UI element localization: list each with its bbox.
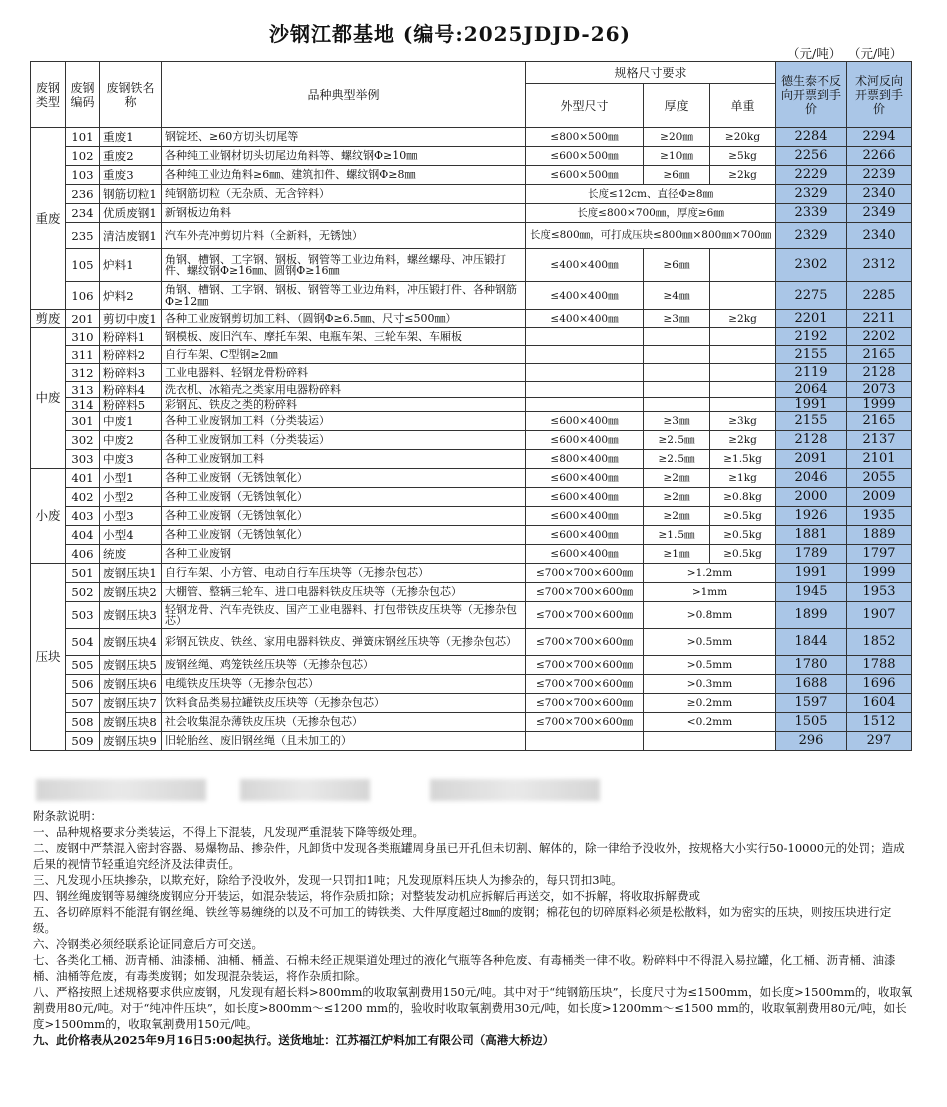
page-title: 沙钢江都基地 (编号:2025JDJD-26) (268, 22, 632, 46)
price1-cell: 1899 (776, 602, 847, 629)
name-cell: 粉碎料1 (100, 328, 162, 346)
price2-cell: 1935 (847, 507, 912, 526)
table-row (31, 450, 912, 469)
example-cell: 纯钢筋切粒（无杂质、无含锌料） (162, 185, 526, 204)
name-cell: 废钢压块5 (100, 656, 162, 675)
category-cell: 小废 (31, 469, 66, 564)
price2-cell: 1889 (847, 526, 912, 545)
weight-cell (710, 382, 776, 398)
example-cell: 工业电器料、轻钢龙骨粉碎料 (162, 364, 526, 382)
outer-size-cell: ≤600×400㎜ (526, 431, 644, 450)
category-cell: 剪废 (31, 310, 66, 328)
price1-cell: 1881 (776, 526, 847, 545)
weight-cell: ≥5kg (710, 147, 776, 166)
example-cell: 洗衣机、冰箱壳之类家用电器粉碎料 (162, 382, 526, 398)
example-cell: 各种工业废钢加工料（分类装运） (162, 431, 526, 450)
table-row (31, 732, 912, 751)
price1-cell: 1991 (776, 564, 847, 583)
thickness-cell (644, 346, 710, 364)
thickness-cell: >1.2mm (644, 564, 776, 583)
name-cell: 废钢压块3 (100, 602, 162, 629)
price1-cell: 2256 (776, 147, 847, 166)
price1-cell: 1789 (776, 545, 847, 564)
blurred-text (430, 779, 600, 801)
code-cell: 312 (66, 364, 100, 382)
price2-cell: 2266 (847, 147, 912, 166)
header-type: 废钢类型 (31, 62, 66, 128)
code-cell: 502 (66, 583, 100, 602)
table-row (31, 147, 912, 166)
thickness-cell: ≥2㎜ (644, 488, 710, 507)
code-cell: 201 (66, 310, 100, 328)
table-row (31, 185, 912, 204)
name-cell: 重废1 (100, 128, 162, 147)
note-item: 三、凡发现小压块掺杂，以欺充好，除给予没收外，发现一只罚扣1吨；凡发现原料压块人为掺杂的，每只罚扣3吨。 (33, 873, 623, 887)
price1-cell: 1926 (776, 507, 847, 526)
price2-cell: 1512 (847, 713, 912, 732)
header-spec-group: 规格尺寸要求 (526, 62, 776, 84)
code-cell: 401 (66, 469, 100, 488)
price2-cell: 2285 (847, 282, 912, 310)
category-cell: 中废 (31, 328, 66, 469)
outer-size-cell (526, 328, 644, 346)
weight-cell: ≥0.5kg (710, 545, 776, 564)
outer-size-cell: ≤400×400㎜ (526, 282, 644, 310)
note-item: 四、钢丝绳废钢等易缠绕废钢应分开装运，如混杂装运，将作杂质扣除；对整装发动机应拆解后再送交，如不拆解，将收取拆解费或 (33, 889, 700, 903)
thickness-cell: ≥2.5㎜ (644, 450, 710, 469)
name-cell: 废钢压块8 (100, 713, 162, 732)
weight-cell (710, 249, 776, 282)
price1-cell: 1688 (776, 675, 847, 694)
name-cell: 粉碎料3 (100, 364, 162, 382)
name-cell: 统废 (100, 545, 162, 564)
name-cell: 钢筋切粒1 (100, 185, 162, 204)
category-cell: 重废 (31, 128, 66, 310)
name-cell: 废钢压块1 (100, 564, 162, 583)
price2-cell: 1696 (847, 675, 912, 694)
price2-cell: 2340 (847, 185, 912, 204)
example-cell: 各种工业废钢 (162, 545, 526, 564)
weight-cell: ≥2kg (710, 166, 776, 185)
price1-cell: 2155 (776, 412, 847, 431)
thickness-cell: ≥2㎜ (644, 507, 710, 526)
table-row (31, 364, 912, 382)
table-row (31, 431, 912, 450)
name-cell: 清洁废钢1 (100, 223, 162, 249)
unit-label: （元/吨） (787, 46, 842, 61)
category-cell: 压块 (31, 564, 66, 751)
outer-size-cell: ≤600×400㎜ (526, 488, 644, 507)
name-cell: 剪切中废1 (100, 310, 162, 328)
thickness-cell (644, 398, 710, 412)
example-cell: 角钢、槽钢、工字钢、钢板、钢管等工业边角料，螺丝螺母、冲压锻打件、螺纹钢Φ≥16㎜、圆钢Φ≥16㎜ (162, 249, 526, 282)
code-cell: 507 (66, 694, 100, 713)
weight-cell: ≥2kg (710, 431, 776, 450)
name-cell: 粉碎料2 (100, 346, 162, 364)
price1-cell: 1945 (776, 583, 847, 602)
example-cell: 彩钢瓦、铁皮之类的粉碎料 (162, 398, 526, 412)
outer-size-cell (526, 382, 644, 398)
price1-cell: 1844 (776, 629, 847, 656)
thickness-cell: ≥10㎜ (644, 147, 710, 166)
price2-cell: 1788 (847, 656, 912, 675)
outer-size-cell: ≤600×500㎜ (526, 147, 644, 166)
outer-size-cell: ≤700×700×600㎜ (526, 629, 644, 656)
table-row (31, 694, 912, 713)
outer-size-cell (526, 346, 644, 364)
example-cell: 旧轮胎丝、废旧钢丝绳（且未加工的） (162, 732, 526, 751)
code-cell: 501 (66, 564, 100, 583)
price2-cell: 2165 (847, 412, 912, 431)
thickness-cell: ≥3㎜ (644, 412, 710, 431)
thickness-cell: <0.2mm (644, 713, 776, 732)
table-row (31, 656, 912, 675)
header-thickness: 厚度 (644, 84, 710, 128)
table-row (31, 310, 912, 328)
notes-heading: 附条款说明： (33, 809, 102, 823)
table-row (31, 713, 912, 732)
name-cell: 重废3 (100, 166, 162, 185)
code-cell: 509 (66, 732, 100, 751)
thickness-cell: ≥1㎜ (644, 545, 710, 564)
price2-cell: 1953 (847, 583, 912, 602)
price1-cell: 1505 (776, 713, 847, 732)
weight-cell (710, 398, 776, 412)
price2-cell: 297 (847, 732, 912, 751)
example-cell: 大棚管、整辆三轮车、进口电器料铁皮压块等（无掺杂包芯） (162, 583, 526, 602)
price1-cell: 2000 (776, 488, 847, 507)
outer-size-cell: ≤600×400㎜ (526, 526, 644, 545)
blurred-text (36, 779, 206, 801)
header-code: 废钢编码 (66, 62, 100, 128)
code-cell: 314 (66, 398, 100, 412)
thickness-cell: >0.5mm (644, 656, 776, 675)
table-row (31, 507, 912, 526)
table-row (31, 469, 912, 488)
code-cell: 406 (66, 545, 100, 564)
name-cell: 小型1 (100, 469, 162, 488)
thickness-cell: ≥4㎜ (644, 282, 710, 310)
code-cell: 310 (66, 328, 100, 346)
weight-cell (710, 346, 776, 364)
code-cell: 404 (66, 526, 100, 545)
price2-cell: 1999 (847, 564, 912, 583)
thickness-cell (644, 364, 710, 382)
note-item: 一、品种规格要求分类装运，不得上下混装，凡发现严重混装下降等级处理。 (33, 825, 424, 839)
thickness-cell (644, 382, 710, 398)
weight-cell: ≥1.5kg (710, 450, 776, 469)
name-cell: 废钢压块6 (100, 675, 162, 694)
weight-cell: ≥0.5kg (710, 507, 776, 526)
outer-size-cell: ≤700×700×600㎜ (526, 602, 644, 629)
blurred-text (240, 779, 370, 801)
example-cell: 彩钢瓦铁皮、铁丝、家用电器料铁皮、弹簧床钢丝压块等（无掺杂包芯） (162, 629, 526, 656)
name-cell: 废钢压块4 (100, 629, 162, 656)
price1-cell: 2275 (776, 282, 847, 310)
thickness-cell: >0.3mm (644, 675, 776, 694)
price2-cell: 2294 (847, 128, 912, 147)
table-row (31, 204, 912, 223)
example-cell: 社会收集混杂薄铁皮压块（无掺杂包芯） (162, 713, 526, 732)
weight-cell: ≥2kg (710, 310, 776, 328)
price2-cell: 2340 (847, 223, 912, 249)
weight-cell: ≥0.5kg (710, 526, 776, 545)
code-cell: 235 (66, 223, 100, 249)
outer-size-cell: ≤600×400㎜ (526, 412, 644, 431)
name-cell: 中废2 (100, 431, 162, 450)
thickness-cell: ≥6㎜ (644, 249, 710, 282)
thickness-cell (644, 732, 776, 751)
header-example: 品种典型举例 (162, 62, 526, 128)
price1-cell: 1991 (776, 398, 847, 412)
thickness-cell: ≥6㎜ (644, 166, 710, 185)
example-cell: 各种工业废钢（无锈蚀氧化） (162, 488, 526, 507)
table-row (31, 166, 912, 185)
price1-cell: 1780 (776, 656, 847, 675)
code-cell: 105 (66, 249, 100, 282)
header-outer: 外型尺寸 (526, 84, 644, 128)
outer-size-cell: ≤600×500㎜ (526, 166, 644, 185)
table-row (31, 564, 912, 583)
name-cell: 炉料1 (100, 249, 162, 282)
example-cell: 自行车架、小方管、电动自行车压块等（无掺杂包芯） (162, 564, 526, 583)
price2-cell: 2239 (847, 166, 912, 185)
outer-size-cell: ≤600×400㎜ (526, 507, 644, 526)
thickness-cell: ≥0.2mm (644, 694, 776, 713)
name-cell: 小型4 (100, 526, 162, 545)
code-cell: 506 (66, 675, 100, 694)
example-cell: 各种工业废钢（无锈蚀氧化） (162, 507, 526, 526)
name-cell: 中废3 (100, 450, 162, 469)
table-row (31, 282, 912, 310)
header-name: 废钢铁名称 (100, 62, 162, 128)
name-cell: 粉碎料5 (100, 398, 162, 412)
price1-cell: 2302 (776, 249, 847, 282)
price1-cell: 2339 (776, 204, 847, 223)
table-row (31, 526, 912, 545)
price1-cell: 2091 (776, 450, 847, 469)
table-row (31, 488, 912, 507)
weight-cell: ≥3kg (710, 412, 776, 431)
example-cell: 各种工业废钢（无锈蚀氧化） (162, 526, 526, 545)
table-row (31, 629, 912, 656)
table-row (31, 382, 912, 398)
code-cell: 503 (66, 602, 100, 629)
code-cell: 302 (66, 431, 100, 450)
thickness-cell: ≥1.5㎜ (644, 526, 710, 545)
unit-label: （元/吨） (848, 46, 903, 61)
name-cell: 优质废钢1 (100, 204, 162, 223)
code-cell: 311 (66, 346, 100, 364)
price1-cell: 2119 (776, 364, 847, 382)
outer-size-cell (526, 398, 644, 412)
price1-cell: 2229 (776, 166, 847, 185)
price1-cell: 296 (776, 732, 847, 751)
table-row (31, 583, 912, 602)
table-row (31, 675, 912, 694)
example-cell: 电缆铁皮压块等（无掺杂包芯） (162, 675, 526, 694)
note-item: 二、废钢中严禁混入密封容器、易爆物品、掺杂件，凡卸货中发现各类瓶罐周身虽已开孔但未切割、解体的，除一律给予没收外，按规格大小实行50-10000元的处罚；造成后果的视情节轻重追究经济及法律责任。 (33, 841, 905, 871)
price2-cell: 1797 (847, 545, 912, 564)
outer-size-cell: ≤700×700×600㎜ (526, 656, 644, 675)
price1-cell: 2046 (776, 469, 847, 488)
example-cell: 各种纯工业钢材切头切尾边角料等、螺纹钢Φ≥10㎜ (162, 147, 526, 166)
outer-size-cell (526, 732, 644, 751)
example-cell: 钢锭坯、≥60方切头切尾等 (162, 128, 526, 147)
table-row (31, 398, 912, 412)
weight-cell: ≥1kg (710, 469, 776, 488)
price1-cell: 2128 (776, 431, 847, 450)
thickness-cell: ≥3㎜ (644, 310, 710, 328)
table-row (31, 412, 912, 431)
note-item: 五、各切碎原料不能混有钢丝绳、铁丝等易缠绕的以及不可加工的铸铁类、大件厚度超过8㎜的废钢；棉花包的切碎原料必须是松散料，如为密实的压块，则按压块进行定级。 (33, 905, 892, 935)
price1-cell: 2284 (776, 128, 847, 147)
example-cell: 各种纯工业边角料≥6㎜、建筑扣件、螺纹钢Φ≥8㎜ (162, 166, 526, 185)
example-cell: 轻钢龙骨、汽车壳铁皮、国产工业电器料、打包带铁皮压块等（无掺杂包芯） (162, 602, 526, 629)
price2-cell: 2165 (847, 346, 912, 364)
table-row (31, 328, 912, 346)
table-row (31, 249, 912, 282)
outer-size-cell: ≤800×500㎜ (526, 128, 644, 147)
outer-size-cell: ≤600×400㎜ (526, 469, 644, 488)
code-cell: 403 (66, 507, 100, 526)
header-price2: 术河反向开票到手价 (847, 62, 912, 128)
outer-size-cell: ≤400×400㎜ (526, 249, 644, 282)
price-table (30, 61, 912, 751)
outer-size-cell: ≤700×700×600㎜ (526, 564, 644, 583)
spec-cell: 长度≤800㎜，可打成压块≤800㎜×800㎜×700㎜ (526, 223, 776, 249)
price2-cell: 2202 (847, 328, 912, 346)
code-cell: 504 (66, 629, 100, 656)
outer-size-cell: ≤700×700×600㎜ (526, 583, 644, 602)
table-row (31, 545, 912, 564)
price1-cell: 2192 (776, 328, 847, 346)
example-cell: 废钢丝绳、鸡笼铁丝压块等（无掺杂包芯） (162, 656, 526, 675)
price1-cell: 2329 (776, 185, 847, 204)
note-item: 八、严格按照上述规格要求供应废钢，凡发现有超长料>800mm的收取氧割费用150元/吨。其中对于“纯钢筋压块”，长度尺寸为≤1500mm，如长度>1500mm的，收取氧割费用80元/吨。对于“纯冲件压块”，如长度>800mm～≤1200 mm的，验收时收取氧割费用30元/吨，如长度>1200mm～≤1500 mm的，收取氧割费用80元/吨，如长度>1500mm的，收取氧割费用150元/吨。 (33, 985, 913, 1031)
code-cell: 505 (66, 656, 100, 675)
outer-size-cell (526, 364, 644, 382)
code-cell: 313 (66, 382, 100, 398)
outer-size-cell: ≤700×700×600㎜ (526, 675, 644, 694)
name-cell: 重废2 (100, 147, 162, 166)
name-cell: 废钢压块7 (100, 694, 162, 713)
price2-cell: 2073 (847, 382, 912, 398)
example-cell: 钢模板、废旧汽车、摩托车架、电瓶车架、三轮车架、车厢板 (162, 328, 526, 346)
code-cell: 103 (66, 166, 100, 185)
outer-size-cell: ≤700×700×600㎜ (526, 713, 644, 732)
thickness-cell (644, 328, 710, 346)
price2-cell: 1852 (847, 629, 912, 656)
example-cell: 各种工业废钢（无锈蚀氧化） (162, 469, 526, 488)
thickness-cell: >0.8mm (644, 602, 776, 629)
outer-size-cell: ≤600×400㎜ (526, 545, 644, 564)
name-cell: 废钢压块9 (100, 732, 162, 751)
weight-cell: ≥20kg (710, 128, 776, 147)
price2-cell: 2055 (847, 469, 912, 488)
name-cell: 小型2 (100, 488, 162, 507)
price1-cell: 2064 (776, 382, 847, 398)
price2-cell: 2137 (847, 431, 912, 450)
header-weight: 单重 (710, 84, 776, 128)
note-item: 七、各类化工桶、沥青桶、油漆桶、油桶、桶盖、石棉未经正规渠道处理过的液化气瓶等各种危废、有毒桶类一律不收。粉碎料中不得混入易拉罐，化工桶、沥青桶、油漆桶、油桶等危废，有毒类废钢；如发现混杂装运，将作杂质扣除。 (33, 953, 896, 983)
example-cell: 各种工业废钢剪切加工料、（圆钢Φ≥6.5㎜、尺寸≤500㎜） (162, 310, 526, 328)
outer-size-cell: ≤400×400㎜ (526, 310, 644, 328)
thickness-cell: >0.5mm (644, 629, 776, 656)
code-cell: 508 (66, 713, 100, 732)
example-cell: 自行车架、C型钢≥2㎜ (162, 346, 526, 364)
example-cell: 饮料食品类易拉罐铁皮压块等（无掺杂包芯） (162, 694, 526, 713)
header-price1: 德生泰不反向开票到手价 (776, 62, 847, 128)
code-cell: 234 (66, 204, 100, 223)
thickness-cell: ≥20㎜ (644, 128, 710, 147)
code-cell: 106 (66, 282, 100, 310)
name-cell: 粉碎料4 (100, 382, 162, 398)
weight-cell: ≥0.8kg (710, 488, 776, 507)
table-row (31, 223, 912, 249)
table-row (31, 346, 912, 364)
table-row (31, 602, 912, 629)
notes-section (33, 808, 913, 1048)
thickness-cell: >1mm (644, 583, 776, 602)
code-cell: 303 (66, 450, 100, 469)
price2-cell: 2101 (847, 450, 912, 469)
name-cell: 中废1 (100, 412, 162, 431)
price2-cell: 2009 (847, 488, 912, 507)
weight-cell (710, 328, 776, 346)
code-cell: 102 (66, 147, 100, 166)
price2-cell: 1604 (847, 694, 912, 713)
price1-cell: 2201 (776, 310, 847, 328)
name-cell: 小型3 (100, 507, 162, 526)
outer-size-cell: ≤800×400㎜ (526, 450, 644, 469)
weight-cell (710, 282, 776, 310)
price1-cell: 1597 (776, 694, 847, 713)
thickness-cell: ≥2㎜ (644, 469, 710, 488)
name-cell: 废钢压块2 (100, 583, 162, 602)
table-row (31, 128, 912, 147)
price1-cell: 2155 (776, 346, 847, 364)
name-cell: 炉料2 (100, 282, 162, 310)
price2-cell: 2312 (847, 249, 912, 282)
outer-size-cell: ≤700×700×600㎜ (526, 694, 644, 713)
price2-cell: 2211 (847, 310, 912, 328)
spec-cell: 长度≤800×700㎜，厚度≥6㎜ (526, 204, 776, 223)
price2-cell: 1907 (847, 602, 912, 629)
spec-cell: 长度≤12cm、直径Φ≥8㎜ (526, 185, 776, 204)
note-item: 九、此价格表从2025年9月16日5:00起执行。送货地址：江苏福江炉料加工有限公司（高港大桥边） (33, 1033, 555, 1047)
code-cell: 301 (66, 412, 100, 431)
example-cell: 新钢板边角料 (162, 204, 526, 223)
code-cell: 236 (66, 185, 100, 204)
price2-cell: 2128 (847, 364, 912, 382)
price2-cell: 2349 (847, 204, 912, 223)
code-cell: 101 (66, 128, 100, 147)
note-item: 六、冷钢类必须经联系论证同意后方可交送。 (33, 937, 263, 951)
example-cell: 汽车外壳冲剪切片料（全新料，无锈蚀） (162, 223, 526, 249)
example-cell: 各种工业废钢加工料 (162, 450, 526, 469)
example-cell: 各种工业废钢加工料（分类装运） (162, 412, 526, 431)
example-cell: 角钢、槽钢、工字钢、钢板、钢管等工业边角料，冲压锻打件、各种钢筋Φ≥12㎜ (162, 282, 526, 310)
weight-cell (710, 364, 776, 382)
code-cell: 402 (66, 488, 100, 507)
thickness-cell: ≥2.5㎜ (644, 431, 710, 450)
price1-cell: 2329 (776, 223, 847, 249)
price2-cell: 1999 (847, 398, 912, 412)
